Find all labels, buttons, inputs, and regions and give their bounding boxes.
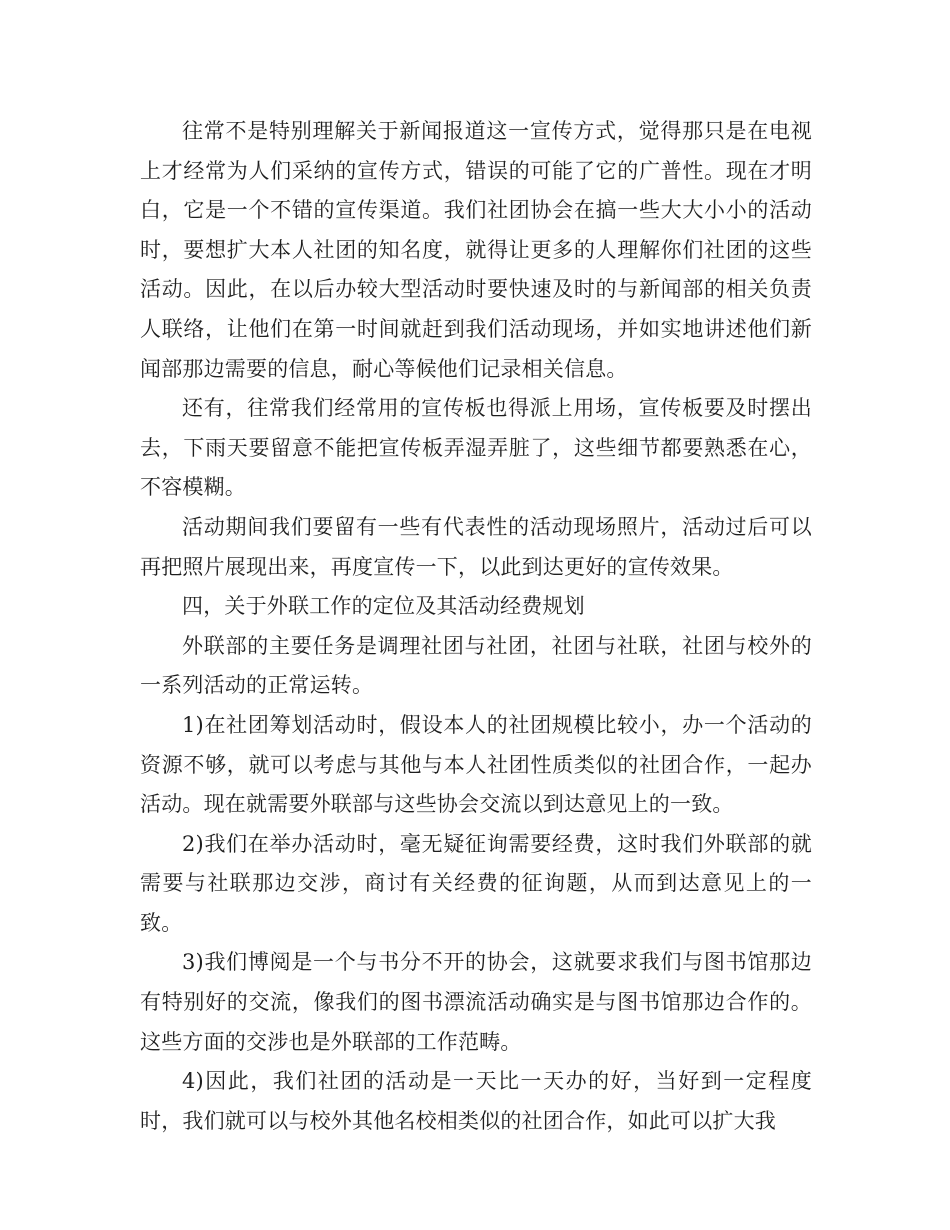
list-item-3: 3)我们博阅是一个与书分不开的协会，这就要求我们与图书馆那边有特别好的交流，像我们的图书漂流活动确实是与图书馆那边合作的。这些方面的交涉也是外联部的工作范畴。 bbox=[140, 950, 812, 1054]
list-item-4: 4)因此，我们社团的活动是一天比一天办的好，当好到一定程度时，我们就可以与校外其他名校相类似的社团合作，如此可以扩大我 bbox=[140, 1069, 812, 1133]
paragraph-external-relations-tasks: 外联部的主要任务是调理社团与社团，社团与社联，社团与校外的一系列活动的正常运转。 bbox=[140, 633, 812, 698]
list-item-2: 2)我们在举办活动时，毫无疑征询需要经费，这时我们外联部的就需要与社联那边交涉，商讨有关经费的征询题，从而到达意见上的一致。 bbox=[140, 831, 812, 935]
document-page bbox=[140, 112, 812, 1141]
section-heading-external-relations: 四，关于外联工作的定位及其活动经费规划 bbox=[182, 594, 585, 619]
paragraph-activity-photos: 活动期间我们要留有一些有代表性的活动现场照片，活动过后可以再把照片展现出来，再度宣传一下，以此到达更好的宣传效果。 bbox=[140, 514, 812, 579]
paragraph-publicity-board: 还有，往常我们经常用的宣传板也得派上用场，宣传板要及时摆出去，下雨天要留意不能把宣传板弄湿弄脏了，这些细节都要熟悉在心，不容模糊。 bbox=[140, 396, 812, 500]
list-item-1: 1)在社团筹划活动时，假设本人的社团规模比较小，办一个活动的资源不够，就可以考虑与其他与本人社团性质类似的社团合作，一起办活动。现在就需要外联部与这些协会交流以到达意见上的一致。 bbox=[140, 712, 812, 817]
paragraph-news-publicity: 往常不是特别理解关于新闻报道这一宣传方式，觉得那只是在电视上才经常为人们采纳的宣传方式，错误的可能了它的广普性。现在才明白，它是一个不错的宣传渠道。我们社团协会在搞一些大大小小的活动时，要想扩大本人社团的知名度，就得让更多的人理解你们社团的这些活动。因此，在以后办较大型活动时要快速及时的与新闻部的相关负责人联络，让他们在第一时间就赶到我们活动现场，并如实地讲述他们新闻部那边需要的信息，耐心等候他们记录相关信息。 bbox=[140, 119, 812, 381]
